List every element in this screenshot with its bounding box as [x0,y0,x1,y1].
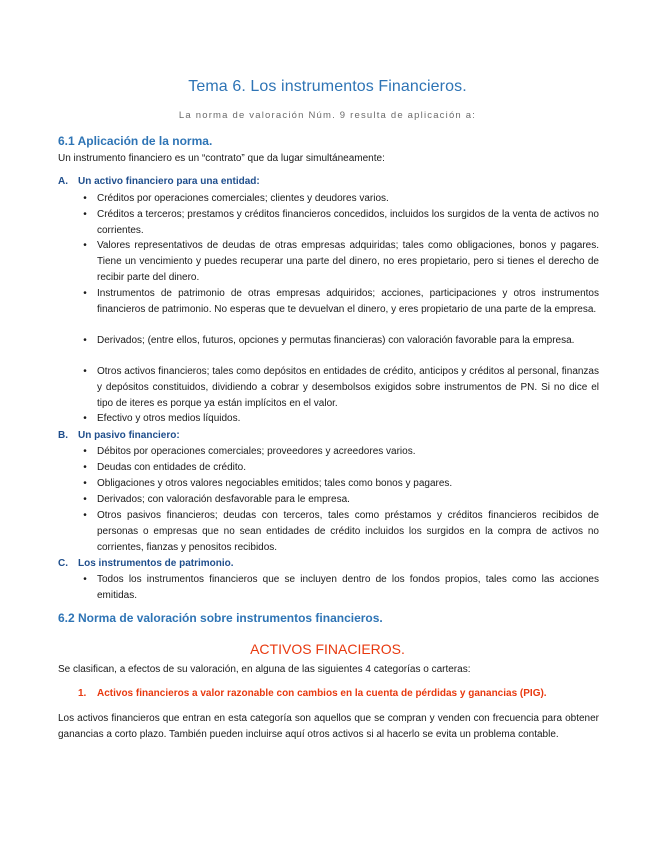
page-subtitle: La norma de valoración Núm. 9 resulta de aplicación a: [178,110,477,121]
part-a-heading [58,174,260,190]
list-item: Efectivo y otros medios líquidos. [97,413,241,424]
list-item: Créditos a terceros; prestamos y créditos financieros concedidos, incluidos los surgidos de la venta de activos no corrientes. [97,209,599,236]
list-item: Obligaciones y otros valores negociables emitidos; tales como bonos y pagares. [97,478,453,489]
bullet-icon: • [83,288,87,299]
part-b-label: Un pasivo financiero: [78,430,180,441]
part-a-letter: A. [58,176,68,187]
list-item: Valores representativos de deudas de otras empresas adquiridas; tales como obligaciones, bonos y pagares. Tiene un vencimiento y puedes recuperar una parte del dinero, no eres propietario, pero si tienes el derecho de recibir parte del dinero. [97,240,599,283]
bullet-icon: • [83,446,87,457]
activos-heading: ACTIVOS FINACIEROS. [250,641,405,657]
section-intro: Un instrumento financiero es un “contrato” que da lugar simultáneamente: [58,153,385,164]
section-heading-6-1: 6.1 Aplicación de la norma. [58,134,213,148]
bullet-icon: • [83,478,87,489]
bullet-icon: • [83,574,87,585]
activos-category-number: 1. [78,688,87,699]
activos-category-item [78,688,547,699]
page-title: Tema 6. Los instrumentos Financieros. [188,78,467,95]
activos-intro: Se clasifican, a efectos de su valoración, en alguna de las siguientes 4 categorías o carteras: [58,664,471,675]
part-c-label: Los instrumentos de patrimonio. [78,558,234,569]
activos-category-label: Activos financieros a valor razonable con cambios en la cuenta de pérdidas y ganancias (PIG). [97,688,547,699]
list-item: Derivados; (entre ellos, futuros, opciones y permutas financieras) con valoración favorable para la empresa. [97,335,575,346]
bullet-icon: • [83,462,87,473]
bullet-icon: • [83,240,87,251]
part-a-label: Un activo financiero para una entidad: [78,176,260,187]
bullet-icon: • [83,366,87,377]
bullet-icon: • [83,335,87,346]
bullet-icon: • [83,510,87,521]
list-item: Todos los instrumentos financieros que se incluyen dentro de los fondos propios, tales como las acciones emitidas. [97,574,599,601]
list-item: Créditos por operaciones comerciales; clientes y deudores varios. [97,193,389,204]
part-c-letter: C. [58,558,68,569]
part-b-heading [58,428,180,444]
part-b-letter: B. [58,430,68,441]
part-c-heading [58,556,234,572]
list-item: Derivados; con valoración desfavorable para le empresa. [97,494,350,505]
bullet-icon: • [83,209,87,220]
bullet-icon: • [83,413,87,424]
list-item: Instrumentos de patrimonio de otras empresas adquiridos; acciones, participaciones y otros instrumentos financieros de patrimonio. No esperas que te devuelvan el dinero, y eres propietario de una parte de la empresa. [97,288,599,315]
bullet-icon: • [83,494,87,505]
list-item: Otros activos financieros; tales como depósitos en entidades de crédito, anticipos y créditos al personal, finanzas y depósitos constituidos, dividiendo a cobrar y desembolsos exigidos sobre instrumentos de PN. Si no dice el tipo de iteres es porque ya están implícitos en el valor. [97,366,599,409]
section-heading-6-2: 6.2 Norma de valoración sobre instrumentos financieros. [58,611,383,625]
list-item: Deudas con entidades de crédito. [97,462,246,473]
bullet-icon: • [83,193,87,204]
list-item: Débitos por operaciones comerciales; proveedores y acreedores varios. [97,446,416,457]
activos-paragraph: Los activos financieros que entran en esta categoría son aquellos que se compran y venden con frecuencia para obtener ganancias a corto plazo. También pueden incluirse aquí otros activos si al hacerlo se evita un problema contable. [58,713,599,740]
list-item: Otros pasivos financieros; deudas con terceros, tales como préstamos y créditos financieros recibidos de personas o empresas que no sean entidades de crédito incluidos los surgidos en la compra de activos no corrientes, fianzas y penositos recibidos. [97,510,599,553]
